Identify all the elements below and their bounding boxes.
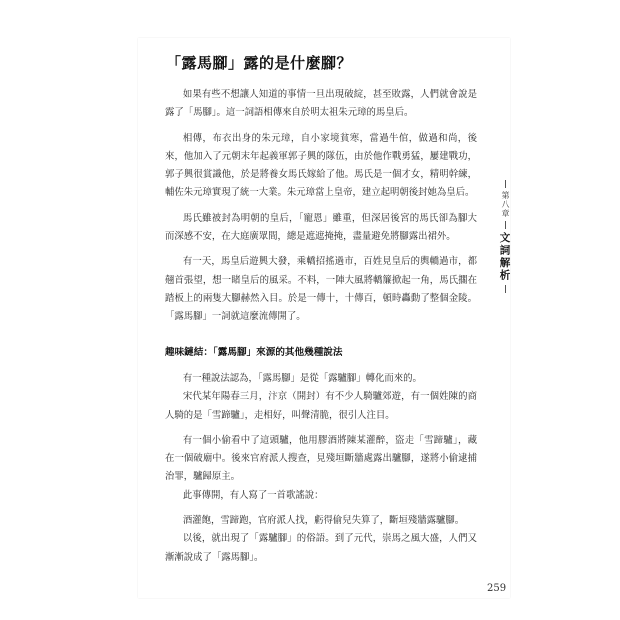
paragraph: 馬氏雖被封為明朝的皇后，「寵恩」雖重，但深居後宮的馬氏卻為腳大而深感不安，在大庭廣眾間，總是遮遮掩掩，盡量避免將腳露出裙外。 — [165, 212, 477, 243]
paragraph: 有一個小偷看中了這頭驢，他用膠酒將陳某灌醉，盜走「雪蹄驢」，藏在一個破廟中。後來官府派人搜查，見殘垣斷牆處露出驢腳，遂將小偷逮捕治罪，驢歸原主。 — [165, 434, 477, 483]
article-body-top — [165, 86, 477, 327]
paragraph: 有一天，馬皇后遊興大發，乘轎招搖過市，百姓見皇后的輿轎過市，都翹首張望，想一睹皇后的風采。不料，一陣大風將轎簾掀起一角，馬氏擱在踏板上的兩隻大腳赫然入目。於是一傳十，十傳百，頓時轟動了整個金陵。「露馬腳」一詞就這麼流傳開了。 — [165, 256, 477, 323]
subheading: 趣味鏈結：「露馬腳」來源的其他幾種說法 — [165, 347, 343, 358]
section-label: 文詞解析 — [498, 232, 511, 282]
paragraph: 以後，就出現了「露驢腳」的俗語。到了元代，崇馬之風大盛，人們又漸漸說成了「露馬腳」。 — [165, 533, 477, 563]
divider — [505, 180, 506, 188]
divider — [505, 285, 506, 293]
paragraph: 如果有些不想讓人知道的事情一旦出現破綻，甚至敗露，人們就會說是露了「馬腳」。這一詞語相傳來自於明太祖朱元璋的馬皇后。 — [165, 89, 477, 119]
article-body-bottom — [165, 370, 477, 567]
folk-rhyme: 酒灌飽，雪蹄跑，官府派人找，虧得偷兒失算了，斷垣殘牆露驢腳。 — [182, 515, 465, 527]
chapter-label: 第八章 — [501, 191, 510, 218]
page-number: 259 — [487, 583, 507, 594]
chapter-sidebar — [497, 180, 513, 293]
paragraph: 相傳，布衣出身的朱元璋，自小家境貧寒，當過牛倌，做過和尚，後來，他加入了元朝末年起義軍郭子興的隊伍，由於他作戰勇猛，屢建戰功，郭子興很賞識他，於是將養女馬氏嫁給了他。馬氏是一個才女，精明幹練，輔佐朱元璋實現了統一大業。朱元璋當上皇帝，建立起明朝後封她為皇后。 — [165, 132, 477, 199]
paragraph: 宋代某年陽春三月，汴京（開封）有不少人騎驢郊遊，有一個姓陳的商人騎的是「雪蹄驢」，走相好，叫聲清脆，很引人注目。 — [165, 391, 477, 421]
page-title: 「露馬腳」露的是什麼腳？ — [166, 54, 353, 72]
paragraph: 此事傳開，有人寫了一首歌謠說： — [182, 489, 324, 501]
paragraph: 有一種說法認為，「露馬腳」是從「露驢腳」轉化而來的。 — [182, 373, 422, 384]
divider — [505, 221, 506, 229]
